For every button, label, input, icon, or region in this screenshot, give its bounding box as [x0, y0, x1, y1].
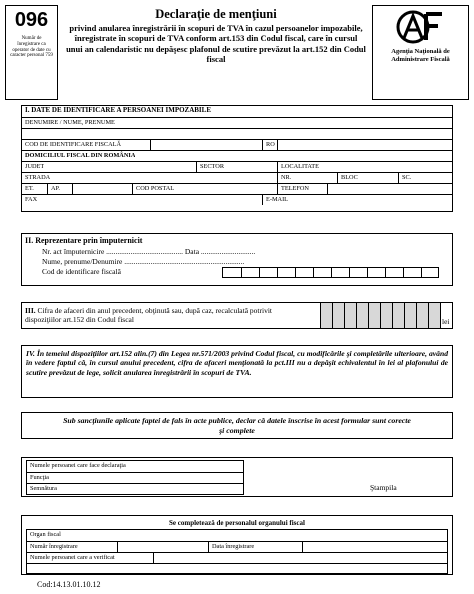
turnover-input[interactable]	[320, 303, 440, 328]
email-label: E-MAIL	[266, 196, 289, 203]
stamp-label: Ştampila	[370, 483, 397, 492]
domicile-row	[22, 150, 452, 161]
cif-label: COD DE IDENTIFICARE FISCALĂ	[25, 141, 122, 148]
section-request	[21, 345, 453, 398]
section-representation	[21, 233, 453, 286]
form-number-note: Număr de înregistrare ca operator de date cu caracter personal 759	[10, 36, 53, 59]
page-title: Declaraţie de menţiuni	[155, 7, 277, 21]
judet-label: JUDET	[25, 163, 45, 170]
official-table	[26, 529, 448, 574]
verifier-row	[27, 552, 447, 563]
agency-box	[372, 5, 469, 100]
representative-name-line[interactable]: Nume, prenume/Denumire ................................................................	[42, 257, 245, 266]
name-label: DENUMIRE / NUME, PRENUME	[25, 119, 115, 126]
reg-nr-label: Număr înregistrare	[30, 543, 78, 550]
signature-row[interactable]	[27, 483, 243, 495]
bloc-label: BLOC	[341, 174, 358, 181]
representative-cif-input[interactable]	[222, 267, 439, 278]
signature-label: Semnătura	[30, 485, 57, 492]
signature-box	[21, 457, 453, 497]
strada-label: STRADA	[25, 174, 51, 181]
reg-date-input[interactable]	[303, 542, 447, 552]
section-3-text	[25, 306, 305, 325]
sector-label: SECTOR	[200, 163, 225, 170]
ro-input[interactable]	[278, 140, 452, 150]
declarant-name-label: Numele persoanei care face declaraţia	[30, 462, 126, 469]
title-block	[60, 5, 372, 100]
registration-row	[27, 541, 447, 552]
agency-name: Agenţia Naţională de Administrare Fiscală	[391, 48, 450, 63]
section-3-number: III.	[25, 306, 36, 315]
ap-label: AP.	[51, 185, 60, 192]
section-3-description: Cifra de afaceri din anul precedent, obţinută sau, după caz, recalculată potrivit dispoziţiilor art.152 din Codul fiscal	[25, 306, 272, 325]
official-heading: Se completează de personalul organului fiscal	[169, 519, 305, 527]
verifier-input[interactable]	[154, 553, 447, 563]
function-label: Funcţia	[30, 474, 49, 481]
sc-label: SC.	[402, 174, 412, 181]
section-4-text: IV. În temeiul dispoziţiilor art.152 alin.(7) din Legea nr.571/2003 privind Codul fiscal, cu modificările şi completările ulterioare, având în vedere faptul că, în cursul anului precedent, cifra de afaceri menţionată la pct.III nu a depăşit echivalentul în lei al plafonului de scutire prevăzut de lege, solicit anularea înregistrării în scopuri de TVA.	[26, 349, 448, 377]
extra-row	[27, 563, 447, 574]
representative-cif-label: Cod de identificare fiscală	[42, 267, 121, 276]
section-1-heading: I. DATE DE IDENTIFICARE A PERSOANEI IMPOZABILE	[25, 106, 211, 114]
cod-postal-label: COD POSTAL	[136, 185, 175, 192]
act-number-line[interactable]: Nr. act împuternicire ......................................... Data .............................	[42, 247, 256, 256]
form-number: 096	[14, 9, 49, 31]
domicile-heading: DOMICILIUL FISCAL DIN ROMÂNIA	[25, 152, 136, 159]
cif-input[interactable]	[151, 140, 262, 150]
fax-label: FAX	[25, 196, 38, 203]
signature-table	[26, 460, 244, 495]
function-row[interactable]	[27, 472, 243, 483]
declaration-box	[21, 412, 453, 439]
section-2-heading: II. Reprezentare prin împuternicit	[25, 236, 143, 245]
reg-nr-input[interactable]	[118, 542, 208, 552]
localitate-label: LOCALITATE	[281, 163, 319, 170]
telefon-label: TELEFON	[281, 185, 309, 192]
fax-row	[22, 194, 452, 205]
organ-label: Organ fiscal	[30, 531, 61, 538]
official-use-box	[21, 515, 453, 575]
et-label: ET.	[25, 185, 34, 192]
name-input-row[interactable]	[22, 128, 452, 139]
form-number-box	[5, 5, 58, 100]
name-row	[22, 117, 452, 128]
judet-row	[22, 161, 452, 172]
strada-row	[22, 172, 452, 183]
section-identification	[21, 105, 453, 212]
et-row	[22, 183, 452, 194]
section-turnover	[21, 302, 453, 329]
agency-logo-icon	[396, 10, 446, 44]
reg-date-label: Data înregistrare	[212, 543, 255, 550]
page-subtitle: privind anularea înregistrării în scopuri de TVA în cazul persoanelor impozabile, înregistrate în scopuri de TVA conform art.153 din Codul fiscal, care în cursul unui an calendaristic nu depăşesc plafonul de scutire prevăzut la art.152 din Codul fiscal	[66, 23, 366, 65]
cif-row	[22, 139, 452, 150]
turnover-unit: lei	[442, 317, 450, 326]
nr-label: NR.	[281, 174, 292, 181]
ro-label: RO	[266, 141, 275, 148]
verifier-label: Numele persoanei care a verificat	[30, 554, 115, 561]
agency-logo	[396, 10, 446, 44]
form-code: Cod:14.13.01.10.12	[37, 580, 101, 589]
declaration-text: Sub sancţiunile aplicate faptei de fals în acte publice, declar că datele înscrise în acest formular sunt corecte şi complete	[63, 416, 411, 436]
